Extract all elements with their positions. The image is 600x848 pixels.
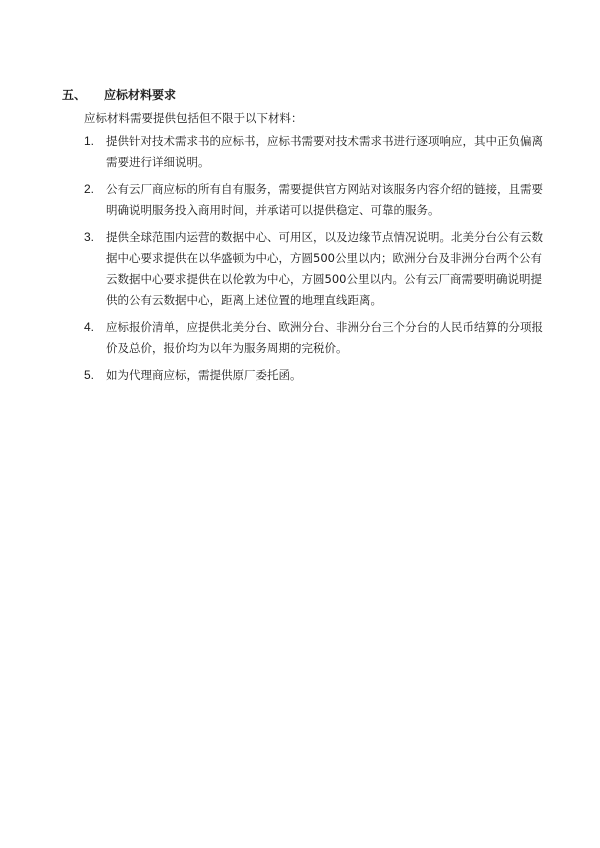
section-number: 五、 — [62, 88, 87, 102]
list-item-text: 公有云厂商应标的所有自有服务，需要提供官方网站对该服务内容介绍的链接，且需要明确说明服务投入商用时间，并承诺可以提供稳定、可靠的服务。 — [106, 182, 543, 217]
section-title: 应标材料要求 — [104, 88, 177, 102]
list-item-text: 应标报价清单，应提供北美分台、欧洲分台、非洲分台三个分台的人民币结算的分项报价及总价，报价均为以年为服务周期的完税价。 — [106, 320, 543, 355]
list-item — [84, 227, 546, 311]
list-item-text: 如为代理商应标，需提供原厂委托函。 — [106, 368, 302, 382]
list-item-number: 5. — [84, 368, 95, 382]
list-item-text: 提供针对技术需求书的应标书，应标书需要对技术需求书进行逐项响应，其中正负偏离需要进行详细说明。 — [106, 134, 543, 169]
list-item — [84, 131, 546, 173]
list-item-number: 4. — [84, 320, 95, 334]
list-item-text: 提供全球范围内运营的数据中心、可用区，以及边缘节点情况说明。北美分台公有云数据中心要求提供在以华盛顿为中心，方圆500公里以内；欧洲分台及非洲分台两个公有云数据中心要求提供在以伦敦为中心，方圆500公里以内。公有云厂商需要明确说明提供的公有云数据中心，距离上述位置的地理直线距离。 — [106, 230, 543, 307]
list-item — [84, 365, 546, 386]
list-item-number: 1. — [84, 134, 95, 148]
list-item-number: 2. — [84, 182, 95, 196]
requirements-list — [84, 131, 546, 392]
list-item — [84, 179, 546, 221]
intro-paragraph: 应标材料需要提供包括但不限于以下材料： — [84, 111, 303, 125]
section-heading — [62, 86, 176, 104]
list-item-number: 3. — [84, 230, 95, 244]
list-item — [84, 317, 546, 359]
